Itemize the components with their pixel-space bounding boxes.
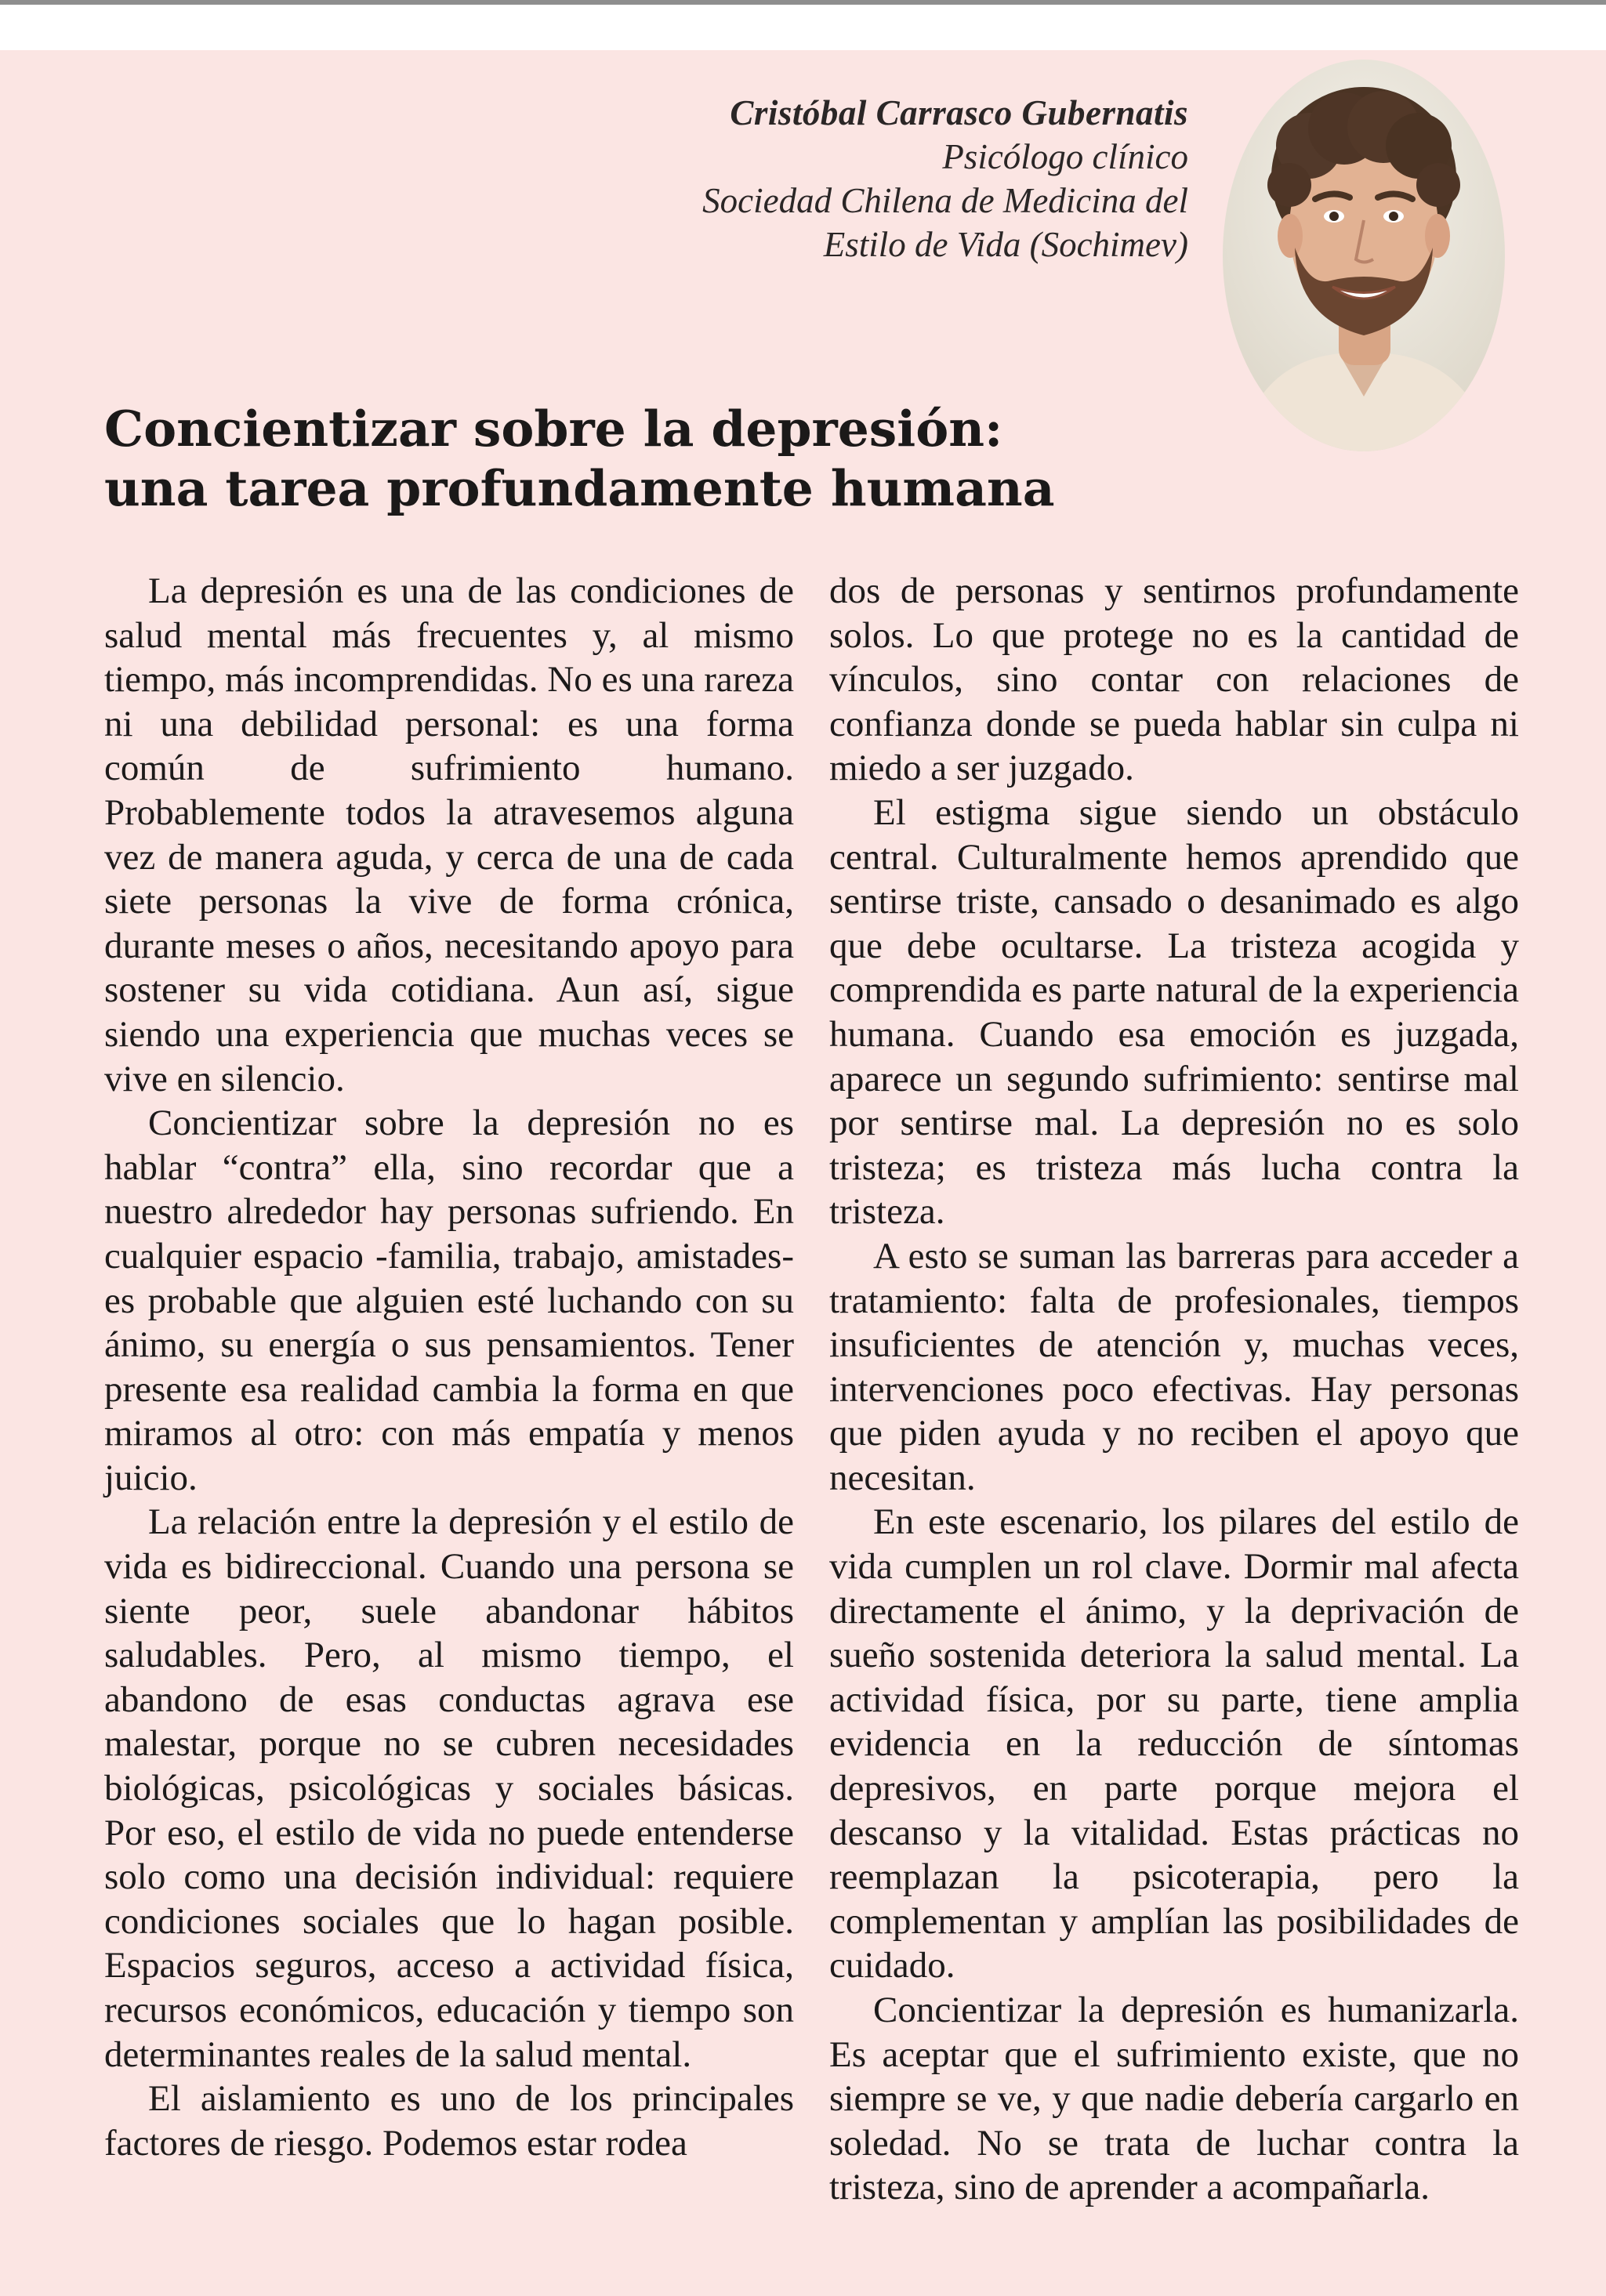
- paragraph: A esto se suman las barreras para acceder a tratamiento: falta de profesionales, tiempos insuficientes de atención y, muchas veces, intervenciones poco efectivas. Hay personas que piden ayuda y no reciben el apoyo que necesitan.: [829, 1235, 1519, 1498]
- top-margin: [0, 0, 1606, 50]
- paragraph: En este escenario, los pilares del estilo de vida cumplen un rol clave. Dormir mal afecta directamente el ánimo, y la deprivación de sueño sostenida deteriora la salud mental. La actividad física, por su parte, tiene amplia evidencia en la reducción de síntomas depresivos, en parte porque mejora el descanso y la vitalidad. Estas prácticas no reemplazan la psicoterapia, pero la complementan y amplían las posibilidades de cuidado.: [829, 1501, 1519, 1986]
- article-title: Concientizar sobre la depresión: una tarea profundamente humana: [104, 400, 1055, 517]
- left-column: [104, 569, 794, 2165]
- author-byline: [702, 91, 1188, 266]
- author-affiliation-line1: Sociedad Chilena de Medicina del: [702, 181, 1188, 220]
- paragraph: Concientizar sobre la depresión no es hablar “contra” ella, sino recordar que a nuestro alrededor hay personas sufriendo. En cualquier espacio -familia, trabajo, amistades- es probable que alguien esté luchando con su ánimo, su energía o sus pensamientos. Tener presente esa realidad cambia la forma en que miramos al otro: con más empatía y menos juicio.: [104, 1103, 794, 1498]
- right-column: [829, 569, 1519, 2210]
- paragraph-continuation: dos de personas y sentirnos profundamente solos. Lo que protege no es la cantidad de vínculos, sino contar con relaciones de confianza donde se pueda hablar sin culpa ni miedo a ser juzgado.: [829, 570, 1519, 789]
- author-portrait-photo: [1223, 60, 1505, 451]
- paragraph: El aislamiento es uno de los principales factores de riesgo. Podemos estar rodea: [104, 2078, 794, 2164]
- author-role: Psicólogo clínico: [942, 137, 1188, 176]
- paragraph: La relación entre la depresión y el estilo de vida es bidireccional. Cuando una persona se siente peor, suele abandonar hábitos saludables. Pero, al mismo tiempo, el abandono de esas conductas agrava ese malestar, porque no se cubren necesidades biológicas, psicológicas y sociales básicas. Por eso, el estilo de vida no puede entenderse solo como una decisión individual: requiere condiciones sociales que lo hagan posible. Espacios seguros, acceso a actividad física, recursos económicos, educación y tiempo son determinantes reales de la salud mental.: [104, 1501, 794, 2075]
- paragraph: La depresión es una de las condiciones de salud mental más frecuentes y, al mismo tiempo, más incomprendidas. No es una rareza ni una debilidad personal: es una forma común de sufrimiento humano. Probablemente todos la atravesemos alguna vez de manera aguda, y cerca de una de cada siete personas la vive de forma crónica, durante meses o años, necesitando apoyo para sostener su vida cotidiana. Aun así, sigue siendo una experiencia que muchas veces se vive en silencio.: [104, 570, 794, 1099]
- article-page: [0, 50, 1606, 2296]
- paragraph: El estigma sigue siendo un obstáculo central. Culturalmente hemos aprendido que sentirse triste, cansado o desanimado es algo que debe ocultarse. La tristeza acogida y comprendida es parte natural de la experiencia humana. Cuando esa emoción es juzgada, aparece un segundo sufrimiento: sentirse mal por sentirse mal. La depresión no es solo tristeza; es tristeza más lucha contra la tristeza.: [829, 791, 1519, 1233]
- author-name: Cristóbal Carrasco Gubernatis: [730, 93, 1188, 132]
- paragraph: Concientizar la depresión es humanizarla. Es aceptar que el sufrimiento existe, que no siempre se ve, y que nadie debería cargarlo en soledad. No se trata de luchar contra la tristeza, sino de aprender a acompañarla.: [829, 1990, 1519, 2208]
- author-affiliation-line2: Estilo de Vida (Sochimev): [823, 225, 1188, 264]
- author-portrait-image: [1223, 60, 1505, 451]
- top-border-line: [0, 0, 1606, 5]
